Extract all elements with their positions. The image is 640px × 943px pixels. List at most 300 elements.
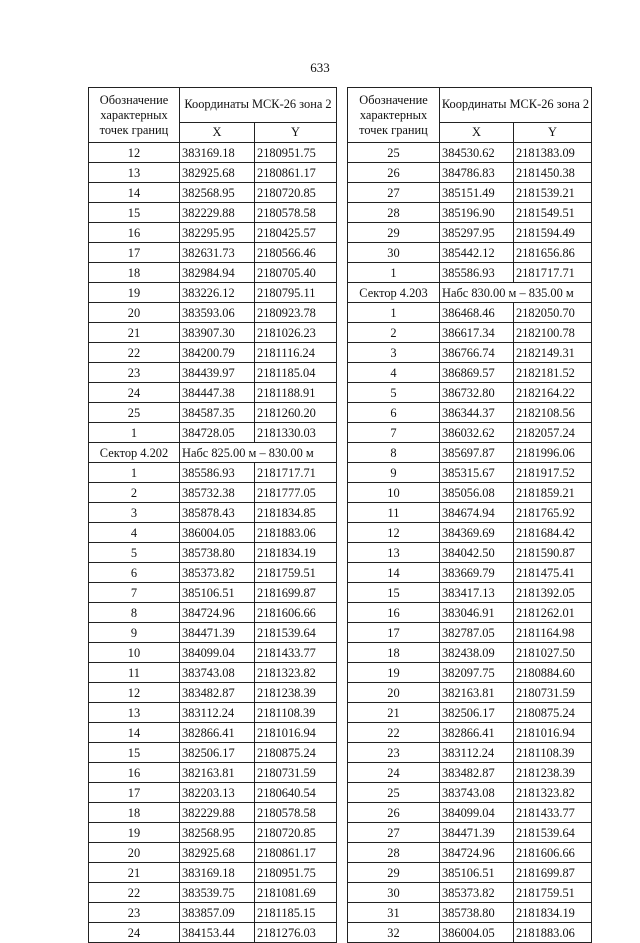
- table-row: [348, 723, 592, 743]
- y-coordinate-cell: 2181164.98: [514, 623, 592, 643]
- table-row: [89, 663, 337, 683]
- y-coordinate-cell: 2181383.09: [514, 143, 592, 163]
- x-coordinate-cell: 382163.81: [180, 763, 255, 783]
- table-row: [89, 543, 337, 563]
- table-row: [89, 183, 337, 203]
- y-coordinate-cell: 2181883.06: [514, 923, 592, 943]
- point-id-cell: 9: [348, 463, 440, 483]
- y-coordinate-cell: 2181717.71: [514, 263, 592, 283]
- y-coordinate-cell: 2181606.66: [255, 603, 337, 623]
- point-id-cell: 11: [89, 663, 180, 683]
- table-row: [89, 143, 337, 163]
- x-coordinate-cell: 386869.57: [440, 363, 514, 383]
- point-id-cell: 24: [89, 383, 180, 403]
- point-id-cell: 30: [348, 243, 440, 263]
- y-coordinate-cell: 2180875.24: [514, 703, 592, 723]
- sector-elevation-note: Набс 830.00 м – 835.00 м: [440, 283, 592, 303]
- table-row: [89, 683, 337, 703]
- x-coordinate-cell: 383169.18: [180, 143, 255, 163]
- table-row: [348, 623, 592, 643]
- table-row: [348, 523, 592, 543]
- x-coordinate-cell: 384042.50: [440, 543, 514, 563]
- table-row: [348, 443, 592, 463]
- y-coordinate-cell: 2181475.41: [514, 563, 592, 583]
- table-row: [348, 503, 592, 523]
- y-coordinate-cell: 2181276.03: [255, 923, 337, 943]
- point-id-cell: 22: [89, 343, 180, 363]
- y-column-header: Y: [255, 122, 337, 142]
- point-id-cell: 16: [89, 223, 180, 243]
- x-coordinate-cell: 382568.95: [180, 823, 255, 843]
- table-row: [348, 403, 592, 423]
- x-coordinate-cell: 384530.62: [440, 143, 514, 163]
- x-coordinate-cell: 383112.24: [440, 743, 514, 763]
- point-id-cell: 12: [89, 143, 180, 163]
- table-row: [348, 563, 592, 583]
- y-coordinate-cell: 2181262.01: [514, 603, 592, 623]
- table-row: [89, 303, 337, 323]
- point-id-cell: 18: [89, 803, 180, 823]
- point-id-cell: 6: [348, 403, 440, 423]
- point-id-cell: 1: [348, 303, 440, 323]
- table-row: [348, 163, 592, 183]
- table-row: [89, 643, 337, 663]
- point-id-cell: 29: [348, 223, 440, 243]
- point-id-cell: 14: [89, 183, 180, 203]
- y-coordinate-cell: 2181081.69: [255, 883, 337, 903]
- table-row: [348, 583, 592, 603]
- point-id-cell: 18: [89, 263, 180, 283]
- y-coordinate-cell: 2180578.58: [255, 203, 337, 223]
- table-row: [89, 723, 337, 743]
- y-coordinate-cell: 2180861.17: [255, 163, 337, 183]
- table-row: [89, 823, 337, 843]
- x-column-header: X: [440, 122, 514, 142]
- x-coordinate-cell: 384447.38: [180, 383, 255, 403]
- point-id-cell: 4: [89, 523, 180, 543]
- table-row: [89, 163, 337, 183]
- x-coordinate-cell: 382229.88: [180, 203, 255, 223]
- x-coordinate-cell: 385297.95: [440, 223, 514, 243]
- x-coordinate-cell: 384724.96: [180, 603, 255, 623]
- table-row: [348, 603, 592, 623]
- y-coordinate-cell: 2181185.04: [255, 363, 337, 383]
- table-row: [348, 683, 592, 703]
- x-coordinate-cell: 384471.39: [440, 823, 514, 843]
- x-coordinate-cell: 383743.08: [180, 663, 255, 683]
- y-coordinate-cell: 2181539.64: [514, 823, 592, 843]
- x-coordinate-cell: 383907.30: [180, 323, 255, 343]
- y-coordinate-cell: 2180705.40: [255, 263, 337, 283]
- page-number: 633: [310, 60, 330, 75]
- point-id-cell: 25: [89, 403, 180, 423]
- y-coordinate-cell: 2180884.60: [514, 663, 592, 683]
- y-coordinate-cell: 2181917.52: [514, 463, 592, 483]
- sector-elevation-note: Набс 825.00 м – 830.00 м: [180, 443, 337, 463]
- point-id-cell: 8: [89, 603, 180, 623]
- y-coordinate-cell: 2181108.39: [514, 743, 592, 763]
- table-row: [348, 203, 592, 223]
- point-id-cell: 25: [348, 143, 440, 163]
- point-id-cell: 28: [348, 203, 440, 223]
- header-row: [348, 88, 592, 123]
- point-id-cell: 21: [348, 703, 440, 723]
- x-coordinate-cell: 385373.82: [440, 883, 514, 903]
- x-coordinate-cell: 384200.79: [180, 343, 255, 363]
- x-coordinate-cell: 382506.17: [440, 703, 514, 723]
- y-coordinate-cell: 2181027.50: [514, 643, 592, 663]
- x-coordinate-cell: 382203.13: [180, 783, 255, 803]
- table-row: [89, 703, 337, 723]
- point-id-cell: 7: [89, 583, 180, 603]
- y-coordinate-cell: 2180720.85: [255, 823, 337, 843]
- point-id-cell: 16: [348, 603, 440, 623]
- y-coordinate-cell: 2181717.71: [255, 463, 337, 483]
- y-coordinate-cell: 2181759.51: [255, 563, 337, 583]
- y-coordinate-cell: 2180861.17: [255, 843, 337, 863]
- coordinates-table-left: [88, 87, 337, 943]
- x-coordinate-cell: 383482.87: [440, 763, 514, 783]
- y-coordinate-cell: 2181185.15: [255, 903, 337, 923]
- x-coordinate-cell: 386617.34: [440, 323, 514, 343]
- table-row: [89, 483, 337, 503]
- point-column-header: Обозначение характерных точек границ: [89, 88, 180, 143]
- x-coordinate-cell: 383112.24: [180, 703, 255, 723]
- table-row: [89, 283, 337, 303]
- x-coordinate-cell: 383669.79: [440, 563, 514, 583]
- point-id-cell: 32: [348, 923, 440, 943]
- y-coordinate-cell: 2181450.38: [514, 163, 592, 183]
- x-coordinate-cell: 384099.04: [440, 803, 514, 823]
- x-coordinate-cell: 386004.05: [180, 523, 255, 543]
- table-row: [89, 803, 337, 823]
- y-coordinate-cell: 2182181.52: [514, 363, 592, 383]
- table-row: [348, 483, 592, 503]
- y-coordinate-cell: 2180425.57: [255, 223, 337, 243]
- point-id-cell: 26: [348, 163, 440, 183]
- x-coordinate-cell: 382866.41: [440, 723, 514, 743]
- y-coordinate-cell: 2182164.22: [514, 383, 592, 403]
- y-coordinate-cell: 2182050.70: [514, 303, 592, 323]
- table-row: [348, 243, 592, 263]
- y-coordinate-cell: 2182100.78: [514, 323, 592, 343]
- y-coordinate-cell: 2181834.19: [255, 543, 337, 563]
- y-coordinate-cell: 2181549.51: [514, 203, 592, 223]
- point-id-cell: 19: [89, 823, 180, 843]
- x-coordinate-cell: 382506.17: [180, 743, 255, 763]
- point-id-cell: 11: [348, 503, 440, 523]
- table-row: [89, 623, 337, 643]
- table-row: [89, 223, 337, 243]
- x-coordinate-cell: 384587.35: [180, 403, 255, 423]
- x-coordinate-cell: 384369.69: [440, 523, 514, 543]
- table-row: [89, 843, 337, 863]
- table-row: [348, 823, 592, 843]
- point-id-cell: 19: [89, 283, 180, 303]
- y-coordinate-cell: 2181016.94: [255, 723, 337, 743]
- x-coordinate-cell: 385315.67: [440, 463, 514, 483]
- point-id-cell: 21: [89, 863, 180, 883]
- table-row: [89, 403, 337, 423]
- table-row: [89, 203, 337, 223]
- table-row: [348, 863, 592, 883]
- table-row: [348, 643, 592, 663]
- table-row: [89, 783, 337, 803]
- x-coordinate-cell: 385697.87: [440, 443, 514, 463]
- table-row: [89, 763, 337, 783]
- x-coordinate-cell: 384153.44: [180, 923, 255, 943]
- y-coordinate-cell: 2182149.31: [514, 343, 592, 363]
- point-id-cell: 13: [89, 703, 180, 723]
- coordinates-table-right: [347, 87, 592, 943]
- x-coordinate-cell: 385738.80: [180, 543, 255, 563]
- point-id-cell: 10: [89, 643, 180, 663]
- x-coordinate-cell: 382097.75: [440, 663, 514, 683]
- y-coordinate-cell: 2181188.91: [255, 383, 337, 403]
- point-id-cell: 3: [89, 503, 180, 523]
- y-coordinate-cell: 2180578.58: [255, 803, 337, 823]
- x-coordinate-cell: 384471.39: [180, 623, 255, 643]
- point-id-cell: 17: [348, 623, 440, 643]
- x-coordinate-cell: 382925.68: [180, 843, 255, 863]
- y-coordinate-cell: 2180566.46: [255, 243, 337, 263]
- table-row: [348, 263, 592, 283]
- table-row: [348, 543, 592, 563]
- table-row: [348, 883, 592, 903]
- x-coordinate-cell: 384674.94: [440, 503, 514, 523]
- x-coordinate-cell: 385056.08: [440, 483, 514, 503]
- point-id-cell: 14: [89, 723, 180, 743]
- y-coordinate-cell: 2180875.24: [255, 743, 337, 763]
- y-coordinate-cell: 2181539.64: [255, 623, 337, 643]
- x-coordinate-cell: 386032.62: [440, 423, 514, 443]
- y-coordinate-cell: 2181433.77: [255, 643, 337, 663]
- table-row: [348, 143, 592, 163]
- sector-name: Сектор 4.202: [89, 443, 180, 463]
- table-row: [89, 343, 337, 363]
- point-id-cell: 22: [348, 723, 440, 743]
- y-coordinate-cell: 2180951.75: [255, 863, 337, 883]
- x-coordinate-cell: 386732.80: [440, 383, 514, 403]
- coordinates-header: Координаты МСК-26 зона 2: [440, 88, 592, 123]
- table-row: [348, 343, 592, 363]
- table-row: [89, 263, 337, 283]
- point-id-cell: 15: [348, 583, 440, 603]
- x-coordinate-cell: 382984.94: [180, 263, 255, 283]
- point-id-cell: 22: [89, 883, 180, 903]
- table-row: [348, 183, 592, 203]
- point-id-cell: 19: [348, 663, 440, 683]
- point-id-cell: 12: [348, 523, 440, 543]
- y-coordinate-cell: 2180640.54: [255, 783, 337, 803]
- point-id-cell: 9: [89, 623, 180, 643]
- table-row: [348, 363, 592, 383]
- point-id-cell: 29: [348, 863, 440, 883]
- y-coordinate-cell: 2181026.23: [255, 323, 337, 343]
- point-id-cell: 1: [348, 263, 440, 283]
- x-coordinate-cell: 382229.88: [180, 803, 255, 823]
- y-coordinate-cell: 2181996.06: [514, 443, 592, 463]
- y-coordinate-cell: 2180731.59: [514, 683, 592, 703]
- x-coordinate-cell: 383417.13: [440, 583, 514, 603]
- y-coordinate-cell: 2181684.42: [514, 523, 592, 543]
- x-coordinate-cell: 384439.97: [180, 363, 255, 383]
- table-row: [348, 843, 592, 863]
- x-coordinate-cell: 384728.05: [180, 423, 255, 443]
- x-coordinate-cell: 385878.43: [180, 503, 255, 523]
- point-id-cell: 20: [89, 843, 180, 863]
- y-coordinate-cell: 2181777.05: [255, 483, 337, 503]
- table-row: [348, 303, 592, 323]
- y-coordinate-cell: 2181834.85: [255, 503, 337, 523]
- sector-name: Сектор 4.203: [348, 283, 440, 303]
- y-coordinate-cell: 2181260.20: [255, 403, 337, 423]
- table-row: [89, 383, 337, 403]
- point-id-cell: 23: [348, 743, 440, 763]
- point-id-cell: 24: [89, 923, 180, 943]
- table-row: [348, 783, 592, 803]
- y-coordinate-cell: 2181759.51: [514, 883, 592, 903]
- point-id-cell: 28: [348, 843, 440, 863]
- table-row: [89, 583, 337, 603]
- point-id-cell: 15: [89, 743, 180, 763]
- point-id-cell: 20: [348, 683, 440, 703]
- y-coordinate-cell: 2181539.21: [514, 183, 592, 203]
- x-coordinate-cell: 382438.09: [440, 643, 514, 663]
- point-id-cell: 17: [89, 783, 180, 803]
- table-row: [348, 463, 592, 483]
- x-coordinate-cell: 382866.41: [180, 723, 255, 743]
- point-id-cell: 5: [89, 543, 180, 563]
- x-coordinate-cell: 385738.80: [440, 903, 514, 923]
- point-id-cell: 25: [348, 783, 440, 803]
- y-coordinate-cell: 2181116.24: [255, 343, 337, 363]
- x-coordinate-cell: 383169.18: [180, 863, 255, 883]
- x-coordinate-cell: 383593.06: [180, 303, 255, 323]
- x-coordinate-cell: 383857.09: [180, 903, 255, 923]
- table-row: [89, 423, 337, 443]
- x-coordinate-cell: 385196.90: [440, 203, 514, 223]
- point-id-cell: 18: [348, 643, 440, 663]
- point-id-cell: 17: [89, 243, 180, 263]
- y-coordinate-cell: 2181859.21: [514, 483, 592, 503]
- y-coordinate-cell: 2181238.39: [514, 763, 592, 783]
- point-id-cell: 5: [348, 383, 440, 403]
- x-column-header: X: [180, 122, 255, 142]
- point-id-cell: 27: [348, 823, 440, 843]
- x-coordinate-cell: 385151.49: [440, 183, 514, 203]
- point-id-cell: 30: [348, 883, 440, 903]
- point-id-cell: 20: [89, 303, 180, 323]
- x-coordinate-cell: 383226.12: [180, 283, 255, 303]
- sector-row: [89, 443, 337, 463]
- y-coordinate-cell: 2181108.39: [255, 703, 337, 723]
- y-coordinate-cell: 2180720.85: [255, 183, 337, 203]
- table-row: [348, 223, 592, 243]
- table-row: [348, 903, 592, 923]
- table-row: [89, 603, 337, 623]
- point-id-cell: 23: [89, 363, 180, 383]
- point-id-cell: 16: [89, 763, 180, 783]
- y-coordinate-cell: 2181594.49: [514, 223, 592, 243]
- point-id-cell: 31: [348, 903, 440, 923]
- x-coordinate-cell: 386766.74: [440, 343, 514, 363]
- table-row: [89, 563, 337, 583]
- y-coordinate-cell: 2181330.03: [255, 423, 337, 443]
- table-row: [89, 883, 337, 903]
- x-coordinate-cell: 385106.51: [440, 863, 514, 883]
- x-coordinate-cell: 383539.75: [180, 883, 255, 903]
- x-coordinate-cell: 382568.95: [180, 183, 255, 203]
- y-coordinate-cell: 2182057.24: [514, 423, 592, 443]
- y-coordinate-cell: 2180923.78: [255, 303, 337, 323]
- point-id-cell: 2: [89, 483, 180, 503]
- y-coordinate-cell: 2181590.87: [514, 543, 592, 563]
- point-id-cell: 24: [348, 763, 440, 783]
- table-row: [89, 903, 337, 923]
- table-row: [89, 463, 337, 483]
- x-coordinate-cell: 382163.81: [440, 683, 514, 703]
- y-coordinate-cell: 2181765.92: [514, 503, 592, 523]
- point-id-cell: 26: [348, 803, 440, 823]
- x-coordinate-cell: 386344.37: [440, 403, 514, 423]
- y-coordinate-cell: 2182108.56: [514, 403, 592, 423]
- point-id-cell: 7: [348, 423, 440, 443]
- x-coordinate-cell: 385442.12: [440, 243, 514, 263]
- y-column-header: Y: [514, 122, 592, 142]
- y-coordinate-cell: 2181323.82: [255, 663, 337, 683]
- table-row: [89, 363, 337, 383]
- header-row: [89, 88, 337, 123]
- x-coordinate-cell: 385732.38: [180, 483, 255, 503]
- table-row: [348, 423, 592, 443]
- point-id-cell: 27: [348, 183, 440, 203]
- y-coordinate-cell: 2181699.87: [255, 583, 337, 603]
- table-row: [89, 863, 337, 883]
- y-coordinate-cell: 2180795.11: [255, 283, 337, 303]
- x-coordinate-cell: 382787.05: [440, 623, 514, 643]
- point-id-cell: 1: [89, 463, 180, 483]
- point-id-cell: 10: [348, 483, 440, 503]
- y-coordinate-cell: 2181323.82: [514, 783, 592, 803]
- table-row: [348, 663, 592, 683]
- point-id-cell: 4: [348, 363, 440, 383]
- point-id-cell: 15: [89, 203, 180, 223]
- y-coordinate-cell: 2181392.05: [514, 583, 592, 603]
- point-id-cell: 21: [89, 323, 180, 343]
- point-id-cell: 2: [348, 323, 440, 343]
- y-coordinate-cell: 2181238.39: [255, 683, 337, 703]
- point-id-cell: 3: [348, 343, 440, 363]
- table-row: [348, 803, 592, 823]
- table-row: [89, 503, 337, 523]
- y-coordinate-cell: 2181656.86: [514, 243, 592, 263]
- table-row: [348, 763, 592, 783]
- x-coordinate-cell: 385106.51: [180, 583, 255, 603]
- y-coordinate-cell: 2181606.66: [514, 843, 592, 863]
- point-column-header: Обозначение характерных точек границ: [348, 88, 440, 143]
- y-coordinate-cell: 2181699.87: [514, 863, 592, 883]
- table-row: [348, 323, 592, 343]
- sector-row: [348, 283, 592, 303]
- point-id-cell: 6: [89, 563, 180, 583]
- x-coordinate-cell: 382631.73: [180, 243, 255, 263]
- table-row: [348, 703, 592, 723]
- x-coordinate-cell: 384786.83: [440, 163, 514, 183]
- point-id-cell: 13: [89, 163, 180, 183]
- table-row: [348, 383, 592, 403]
- x-coordinate-cell: 382295.95: [180, 223, 255, 243]
